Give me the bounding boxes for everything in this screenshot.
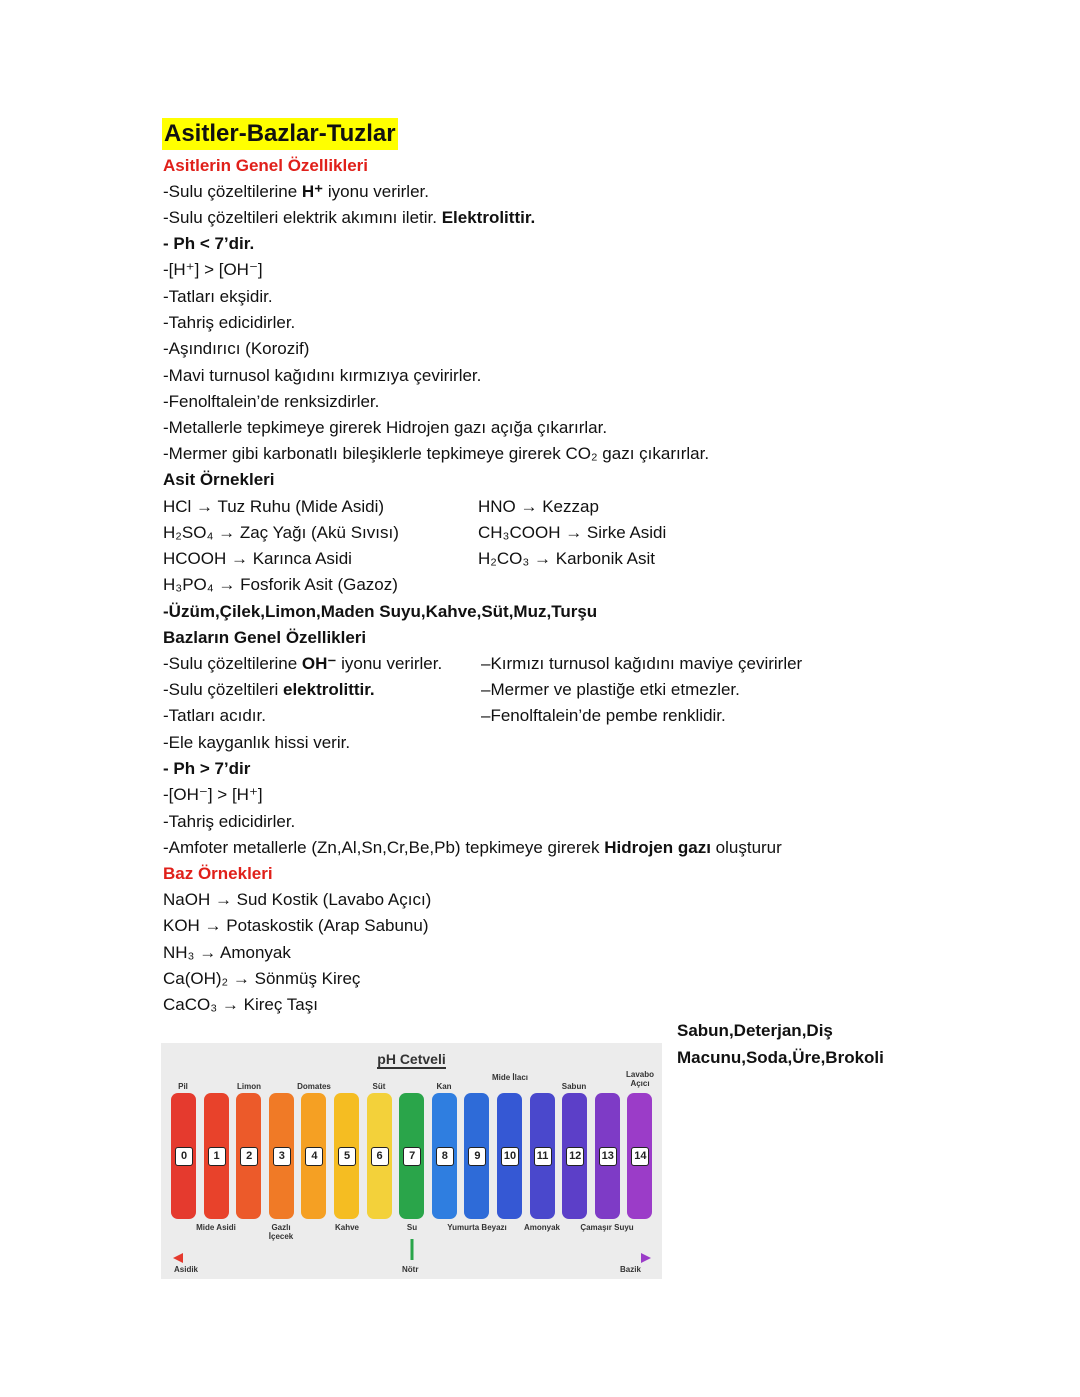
- label-sut: Süt: [372, 1082, 386, 1091]
- acid-prop-8: -Mavi turnusol kağıdını kırmızıya çevirirler.: [163, 366, 482, 385]
- ph-number: 7: [403, 1147, 421, 1166]
- acid-prop-6: -Tahriş edicidirler.: [163, 313, 296, 332]
- ph-number: 10: [501, 1147, 519, 1166]
- acid-foods: -Üzüm,Çilek,Limon,Maden Suyu,Kahve,Süt,Muz,Turşu: [163, 602, 598, 621]
- base-prop-3: -Tatları acıdır.: [163, 706, 266, 725]
- label-kahve: Kahve: [334, 1223, 359, 1232]
- ph-number: 1: [208, 1147, 226, 1166]
- label-su: Su: [406, 1223, 418, 1232]
- label-gazli: Gazlı İçecek: [268, 1223, 294, 1241]
- ph-number: 5: [338, 1147, 356, 1166]
- base-example-2: KOH → Potaskostik (Arap Sabunu): [163, 916, 429, 935]
- ph-number: 4: [305, 1147, 323, 1166]
- base-examples-heading: Baz Örnekleri: [163, 864, 273, 883]
- ph-number: 12: [566, 1147, 584, 1166]
- acid-example-1: HCl → Tuz Ruhu (Mide Asidi): [163, 497, 385, 516]
- base-prop-r3: –Fenolftalein’de pembe renklidir.: [481, 706, 726, 725]
- ph-number: 8: [436, 1147, 454, 1166]
- page-title: Asitler-Bazlar-Tuzlar: [162, 118, 398, 150]
- ph-number: 13: [599, 1147, 617, 1166]
- acid-examples-heading: Asit Örnekleri: [163, 470, 275, 489]
- label-notr: Nötr: [402, 1265, 419, 1274]
- label-camasir: Çamaşır Suyu: [580, 1223, 634, 1232]
- ph-number: 2: [240, 1147, 258, 1166]
- acid-example-6: CH₃COOH → Sirke Asidi: [478, 523, 667, 542]
- ph-number: 9: [468, 1147, 486, 1166]
- ph-scale-title: pH Cetveli: [377, 1051, 446, 1067]
- base-prop-7: -Tahriş edicidirler.: [163, 812, 296, 831]
- acid-example-4: H₃PO₄ → Fosforik Asit (Gazoz): [163, 575, 398, 594]
- base-example-1: NaOH → Sud Kostik (Lavabo Açıcı): [163, 890, 432, 909]
- acid-prop-2: -Sulu çözeltileri elektrik akımını iletir. Elektrolittir.: [163, 208, 536, 227]
- ph-number: 11: [534, 1147, 552, 1166]
- acid-prop-10: -Metallerle tepkimeye girerek Hidrojen gazı açığa çıkarırlar.: [163, 418, 608, 437]
- base-prop-2: -Sulu çözeltileri elektrolittir.: [163, 680, 375, 699]
- label-kan: Kan: [436, 1082, 452, 1091]
- base-heading: Bazların Genel Özellikleri: [163, 628, 367, 647]
- acid-example-3: HCOOH → Karınca Asidi: [163, 549, 352, 568]
- label-mide-asidi: Mide Asidi: [196, 1223, 236, 1232]
- acid-example-7: H₂CO₃ → Karbonik Asit: [478, 549, 655, 568]
- base-prop-8: -Amfoter metallerle (Zn,Al,Sn,Cr,Be,Pb) tepkimeye girerek Hidrojen gazı oluşturur: [163, 838, 782, 857]
- base-example-5: CaCO₃ → Kireç Taşı: [163, 995, 318, 1014]
- label-yumurta: Yumurta Beyazı: [447, 1223, 507, 1232]
- base-prop-6: -[OH⁻] > [H⁺]: [163, 785, 263, 804]
- base-foods-line-1: Sabun,Deterjan,Diş: [677, 1021, 833, 1040]
- label-mide-ilaci: Mide İlacı: [491, 1073, 528, 1082]
- label-amonyak: Amonyak: [523, 1223, 560, 1232]
- acid-example-2: H₂SO₄ → Zaç Yağı (Akü Sıvısı): [163, 523, 399, 542]
- base-prop-1: -Sulu çözeltilerine OH⁻ iyonu verirler.: [163, 654, 443, 673]
- label-asidik: Asidik: [174, 1265, 199, 1274]
- base-prop-r2: –Mermer ve plastiğe etki etmezler.: [481, 680, 740, 699]
- acid-heading: Asitlerin Genel Özellikleri: [163, 156, 369, 175]
- label-lavabo: Lavabo Açıcı: [625, 1070, 654, 1088]
- base-prop-r1: –Kırmızı turnusol kağıdını maviye çevirirler: [481, 654, 803, 673]
- ph-scale-arrows: [161, 1043, 662, 1279]
- acid-prop-11: -Mermer gibi karbonatlı bileşiklerle tepkimeye girerek CO₂ gazı çıkarırlar.: [163, 444, 710, 463]
- label-limon: Limon: [237, 1082, 261, 1091]
- ph-scale-figure: [161, 1043, 662, 1279]
- acid-prop-9: -Fenolftalein’de renksizdirler.: [163, 392, 380, 411]
- base-foods-line-2: Macunu,Soda,Üre,Brokoli: [677, 1048, 884, 1067]
- base-example-4: Ca(OH)₂ → Sönmüş Kireç: [163, 969, 361, 988]
- ph-number: 14: [631, 1147, 649, 1166]
- acid-example-5: HNO → Kezzap: [478, 497, 599, 516]
- label-domates: Domates: [297, 1082, 331, 1091]
- label-sabun: Sabun: [561, 1082, 587, 1091]
- ph-number: 0: [175, 1147, 193, 1166]
- base-prop-5: - Ph > 7’dir: [163, 759, 251, 778]
- ph-number: 6: [371, 1147, 389, 1166]
- ph-number: 3: [273, 1147, 291, 1166]
- label-bazik: Bazik: [620, 1265, 641, 1274]
- base-example-3: NH₃ → Amonyak: [163, 943, 291, 962]
- acid-prop-1: -Sulu çözeltilerine H⁺ iyonu verirler.: [163, 182, 429, 201]
- acid-prop-4: -[H⁺] > [OH⁻]: [163, 260, 263, 279]
- base-prop-4: -Ele kayganlık hissi verir.: [163, 733, 351, 752]
- acid-prop-5: -Tatları ekşidir.: [163, 287, 273, 306]
- acid-prop-7: -Aşındırıcı (Korozif): [163, 339, 310, 358]
- label-pil: Pil: [178, 1082, 188, 1091]
- acid-prop-3: - Ph < 7’dir.: [163, 234, 255, 253]
